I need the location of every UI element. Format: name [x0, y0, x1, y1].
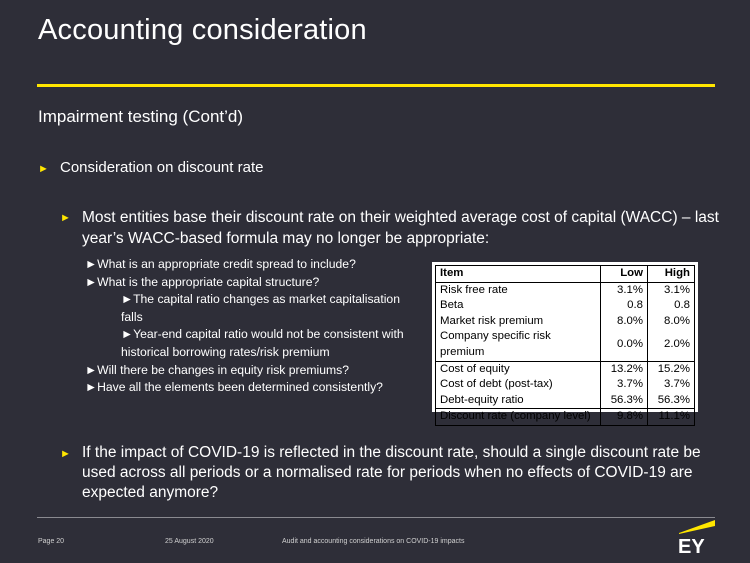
- row-label: Cost of equity: [436, 361, 601, 377]
- bullet-arrow-icon: ►: [60, 448, 71, 460]
- cell-low: 3.1%: [601, 282, 648, 298]
- cell-low: 13.2%: [601, 361, 648, 377]
- table-row: [436, 409, 695, 426]
- slide-title: Accounting consideration: [38, 14, 367, 46]
- table-row: [436, 329, 695, 361]
- table-header-row: [436, 266, 695, 283]
- cell-low: 0.8: [601, 298, 648, 314]
- page-number: Page 20: [38, 538, 65, 545]
- table-row: [436, 282, 695, 298]
- wacc-table: [432, 262, 698, 423]
- question-subitem: ►The capital ratio changes as market capitalisation falls: [121, 292, 400, 324]
- cell-low: 56.3%: [601, 393, 648, 409]
- row-label: Discount rate (company level): [436, 409, 601, 426]
- cell-low: 8.0%: [601, 314, 648, 330]
- cell-low: 9.8%: [601, 409, 648, 426]
- question-subitem: ►Year-end capital ratio would not be consistent with historical borrowing rates/risk premium: [121, 327, 404, 359]
- question-item: ►Have all the elements been determined consistently?: [85, 380, 383, 395]
- footer-divider: [37, 517, 715, 518]
- bullet-arrow-icon: ►: [38, 163, 49, 175]
- table-row: [436, 377, 695, 393]
- bullet-discount-rate: [38, 159, 263, 176]
- row-label: Debt-equity ratio: [440, 393, 524, 406]
- ey-logo: [677, 517, 717, 555]
- row-label: Company specific risk premium: [440, 330, 551, 358]
- row-label: Risk free rate: [440, 283, 508, 296]
- bullet-text: If the impact of COVID-19 is reflected in the discount rate, should a single discount rate be used across all periods or a normalised rate for periods when no effects of COVID-19 are expected anymore?: [82, 444, 701, 501]
- title-underline: [37, 84, 715, 87]
- question-item: ►What is an appropriate credit spread to include?: [85, 257, 356, 271]
- cell-high: 8.0%: [648, 314, 695, 330]
- cell-high: 56.3%: [648, 393, 695, 409]
- cell-high: 15.2%: [648, 361, 695, 377]
- cell-high: 0.8: [648, 298, 695, 314]
- row-label: Cost of debt (post-tax): [440, 378, 553, 391]
- footer-date: 25 August 2020: [165, 538, 214, 545]
- question-item: ►Will there be changes in equity risk premiums?: [85, 362, 350, 377]
- cell-low: 0.0%: [601, 329, 648, 361]
- question-list: [85, 256, 425, 397]
- bullet-text: Most entities base their discount rate on their weighted average cost of capital (WACC) – last year’s WACC-based formula may no longer be appropriate:: [82, 209, 719, 247]
- cell-high: 11.1%: [648, 409, 695, 426]
- table-row: [436, 314, 695, 330]
- table-row: [436, 298, 695, 314]
- bullet-arrow-icon: ►: [60, 212, 71, 224]
- row-label: Market risk premium: [440, 314, 544, 327]
- cell-high: 2.0%: [648, 329, 695, 361]
- row-label: Beta: [440, 299, 464, 312]
- table-row: [436, 361, 695, 377]
- column-header-item: Item: [436, 266, 601, 283]
- question-item: ►What is the appropriate capital structure?: [85, 274, 320, 289]
- footer-topic: Audit and accounting considerations on COVID-19 impacts: [282, 538, 465, 545]
- bullet-text: Consideration on discount rate: [60, 159, 264, 176]
- slide-subtitle: Impairment testing (Cont’d): [38, 107, 244, 126]
- cell-high: 3.1%: [648, 282, 695, 298]
- cell-high: 3.7%: [648, 377, 695, 393]
- cell-low: 3.7%: [601, 377, 648, 393]
- column-header-high: High: [648, 266, 695, 283]
- table-row: [436, 393, 695, 409]
- logo-text: EY: [678, 536, 705, 555]
- column-header-low: Low: [601, 266, 648, 283]
